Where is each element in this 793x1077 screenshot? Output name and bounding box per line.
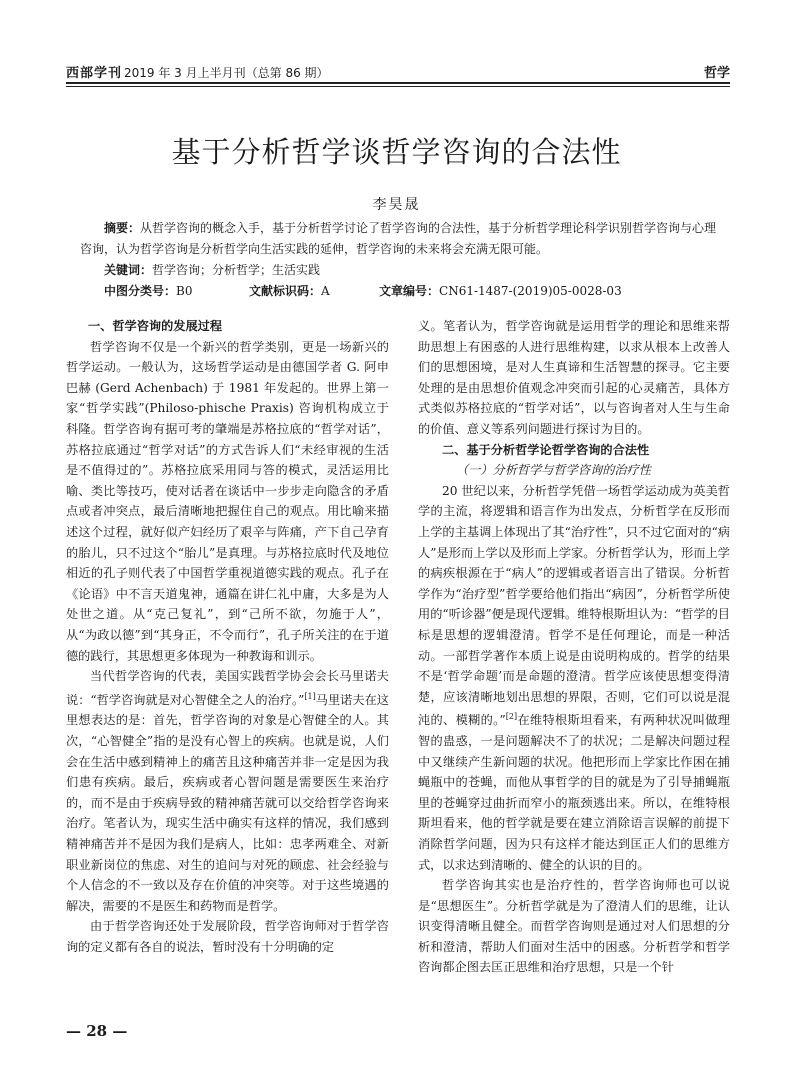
abstract-label: 摘要： <box>104 221 141 235</box>
paragraph-text: 在维特根斯坦看来，有两种状况叫做理智的蛊惑，一是问题解决不了的状况；二是解决问题过程中又继续产生新问题的状况。他把形而上学家比作困在捕蝇瓶中的苍蝇，而他从事哲学的目的就是为了引导捕蝇瓶里的苍蝇穿过曲折而窄小的瓶颈逃出来。所以，在维特根斯坦看来，他的哲学就是要在建立消除语言误解的前提下消除哲学问题，因为只有这样才能达到匡正人们的思维方式，以求达到清晰的、健全的认识的目的。 <box>418 713 730 872</box>
keywords <box>104 260 720 281</box>
paragraph: 义。笔者认为，哲学咨询就是运用哲学的理论和思维来帮助思想上有困惑的人进行思维构建，以求从根本上改善人们的思想困境，是对人生真谛和生活智慧的探寻。它主要处理的是由思想价值观念冲突而引起的心灵痛苦，具体方式类似苏格拉底的“哲学对话”，以与咨询者对人生与生命的价值、意义等系列问题进行探讨为目的。 <box>418 319 730 436</box>
doc-code-value: A <box>321 284 330 298</box>
abstract <box>80 218 720 260</box>
article-no-value: CN61-1487-(2019)05-0028-03 <box>439 284 622 298</box>
paragraph: 哲学咨询不仅是一个新兴的哲学类别，更是一场新兴的哲学运动。一般认为，这场哲学运动是由德国学者 G. 阿申巴赫 (Gerd Achenbach) 于 1981 年发起的。世界上第一家“哲学实践”(Philoso-phische Praxis) 咨询机构成立于科隆。哲学咨询有据可考的肇端是苏格拉底的“哲学对话”，苏格拉底通过“哲学对话”的方式告诉人们“未经审视的生活是不值得过的”。苏格拉底采用同与答的模式，灵活运用比喻、类比等技巧，使对话者在谈话中一步步走向隐含的矛盾点或者冲突点，最后清晰地把握住自己的观点。用比喻来描述这个过程，就好似产妇经历了艰辛与阵痛，产下自己孕育的胎儿，只不过这个“胎儿”是真理。与苏格拉底时代及地位相近的孔子则代表了中国哲学重视道德实践的观点。孔子在《论语》中不言天道鬼神，通篇在讲仁礼中庸，大多是为人处世之道。从“克己复礼”，到“己所不欲，勿施于人”，从“为政以德”到“其身正，不令而行”，孔子所关注的在于道德的践行，其思想更多体现为一种教诲和训示。 <box>66 339 389 663</box>
journal-logo: 西部学刊 <box>66 66 123 81</box>
paragraph-text: 马里诺夫在这里想表达的是：首先，哲学咨询的对象是心智健全的人。其次，“心智健全”指的是没有心智上的疾病。也就是说，人们会在生活中感到精神上的痛苦且这种痛苦并非一定是因为我们患有疾病。最后，疾病或者心智问题是需要医生来治疗的，而不是由于疾病导致的精神痛苦就可以交给哲学咨询来治疗。笔者认为，现实生活中确实有这样的情况，我们感到精神痛苦并不是因为我们是病人，比如：忠孝两难全、对新职业新岗位的焦虑、对生的追问与对死的顾虑、社会经验与个人信念的不一致以及存在价值的冲突等。对于这些境遇的解决，需要的不是医生和药物而是哲学。 <box>66 692 389 913</box>
section-heading-1: 一、哲学咨询的发展过程 <box>88 319 223 333</box>
article-no-label: 文章编号： <box>379 284 440 298</box>
paragraph-text: 当代哲学咨询的代表，美国实践哲学协会会长马里诺夫说：“哲学咨询就是对心智健全之人的治疗。” <box>66 669 389 707</box>
paragraph-text: 20 世纪以来，分析哲学凭借一场哲学运动成为英美哲学的主流，将逻辑和语言作为出发点，分析哲学在反形而上学的主基调上体现出了其“治疗性”，只不过它面对的“病人”是形而上学以及形而上学家。分析哲学认为，形而上学的病疾根源在于“病人”的逻辑或者语言出了错误。分析哲学作为“治疗型”哲学要给他们指出“病因”，分析哲学所使用的“听诊器”便是现代逻辑。维特根斯坦认为：“哲学的目标是思想的逻辑澄清。哲学不是任何理论，而是一种活动。一部哲学著作本质上说是由说明构成的。哲学的结果不是‘哲学命题’而是命题的澄清。哲学应该使思想变得清楚，应该清晰地划出思想的界限，否则，它们可以说是混沌的、模糊的。” <box>418 483 730 728</box>
section-label: 哲学 <box>703 66 730 81</box>
header-rule-thin <box>66 86 730 87</box>
citation-ref: [2] <box>505 712 518 722</box>
abstract-text: 从哲学咨询的概念入手，基于分析哲学讨论了哲学咨询的合法性，基于分析哲学理论科学识别哲学咨询与心理咨询，认为哲学咨询是分析哲学向生活实践的延伸，哲学咨询的未来将会充满无限可能。 <box>80 221 717 256</box>
subsection-heading: （一）分析哲学与哲学咨询的治疗性 <box>456 463 651 478</box>
running-header <box>66 62 730 82</box>
clc-value: B0 <box>176 284 193 298</box>
section-heading-2: 二、基于分析哲学论哲学咨询的合法性 <box>442 442 650 457</box>
doc-code-label: 文献标识码： <box>249 284 322 298</box>
paragraph: 哲学咨询其实也是治疗性的，哲学咨询师也可以说是“思想医生”。分析哲学就是为了澄清人们的思维，让认识变得清晰且健全。而哲学咨询则是通过对人们思想的分析和澄清，帮助人们面对生活中的困惑。分析哲学和哲学咨询都企图去匡正思维和治疗思想，只是一个针 <box>418 878 730 975</box>
header-rule-thick <box>66 82 730 84</box>
article-author: 李昊晟 <box>372 197 421 213</box>
paragraph <box>66 666 389 916</box>
clc-label: 中图分类号： <box>104 284 177 298</box>
article-title: 基于分析哲学谈哲学咨询的合法性 <box>171 135 622 169</box>
paragraph: 由于哲学咨询还处于发展阶段，哲学咨询师对于哲学咨询的定义都有各自的说法，暂时没有十分明确的定 <box>66 919 389 954</box>
citation-ref: [1] <box>304 691 316 701</box>
right-column <box>418 316 730 978</box>
issue-info: 2019 年 3 月上半月刊（总第 86 期） <box>124 66 329 80</box>
page-number: — 28 — <box>66 1022 128 1040</box>
keywords-text: 哲学咨询；分析哲学；生活实践 <box>152 263 321 277</box>
keywords-label: 关键词： <box>104 263 153 277</box>
classification-line <box>80 281 720 302</box>
left-column <box>66 316 389 957</box>
paragraph <box>418 481 730 875</box>
article-meta <box>80 218 720 302</box>
